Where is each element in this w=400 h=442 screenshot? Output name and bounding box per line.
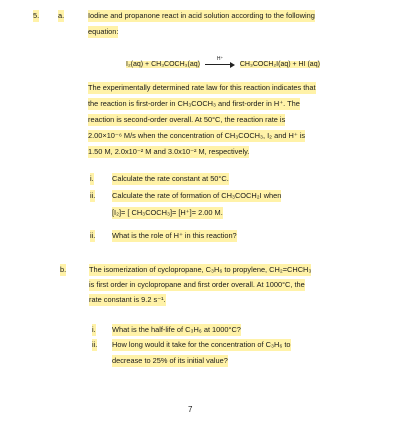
- part-b-line-3: rate constant is 9.2 s⁻¹.: [89, 295, 166, 304]
- subq-b-ii-continued: decrease to 25% of its initial value?: [112, 356, 228, 365]
- subq-a-iii-num: ii.: [90, 231, 96, 240]
- catalyst-label: H⁺: [216, 56, 224, 63]
- intro-line-1: Iodine and propanone react in acid solution according to the following: [88, 11, 315, 20]
- equation-reactants: I₂(aq) + CH₃COCH₃(aq): [126, 61, 200, 68]
- rate-law-line-4: 2.00×10⁻⁶ M/s when the concentration of CH₃COCH₃, I₂ and H⁺ is: [88, 131, 306, 140]
- subq-b-i-num: i.: [92, 325, 96, 334]
- subq-a-ii-text: Calculate the rate of formation of CH₃COCH₂I when: [112, 191, 282, 200]
- part-b-line-2: is first order in cyclopropane and first order overall. At 1000°C, the: [89, 280, 305, 289]
- subq-a-ii-conditions: [I₂]= [ CH₃COCH₃]= [H⁺]= 2.00 M.: [112, 208, 223, 217]
- subq-a-i-num: i.: [90, 174, 94, 183]
- equation-products: CH₃COCH₂I(aq) + HI (aq): [239, 61, 320, 68]
- page-number: 7: [188, 405, 193, 414]
- subq-b-ii-text: How long would it take for the concentration of C₃H₆ to: [112, 340, 291, 349]
- subq-b-ii-num: ii.: [92, 340, 98, 349]
- rate-law-line-5: 1.50 M, 2.0x10⁻² M and 3.0x10⁻² M, respectively.: [88, 147, 250, 156]
- subq-a-i-text: Calculate the rate constant at 50°C.: [112, 174, 229, 183]
- rate-law-line-2: the reaction is first-order in CH₃COCH₃ and first-order in H⁺. The: [88, 99, 300, 108]
- part-b-label: b.: [60, 265, 67, 274]
- question-number: 5.: [33, 11, 40, 20]
- rate-law-line-3: reaction is second-order overall. At 50°C, the reaction rate is: [88, 115, 286, 124]
- subq-a-iii-text: What is the role of H⁺ in this reaction?: [112, 231, 237, 240]
- part-a-label: a.: [58, 11, 65, 20]
- reaction-arrow-icon: [205, 56, 235, 68]
- rate-law-line-1: The experimentally determined rate law for this reaction indicates that: [88, 83, 316, 92]
- reaction-equation: [126, 56, 320, 71]
- subq-b-i-text: What is the half-life of C₃H₆ at 1000°C?: [112, 325, 241, 334]
- part-b-line-1: The isomerization of cyclopropane, C₃H₆ to propylene, CH₂=CHCH₃: [89, 265, 312, 274]
- subq-a-ii-num: ii.: [90, 191, 96, 200]
- intro-line-2: equation:: [88, 27, 119, 36]
